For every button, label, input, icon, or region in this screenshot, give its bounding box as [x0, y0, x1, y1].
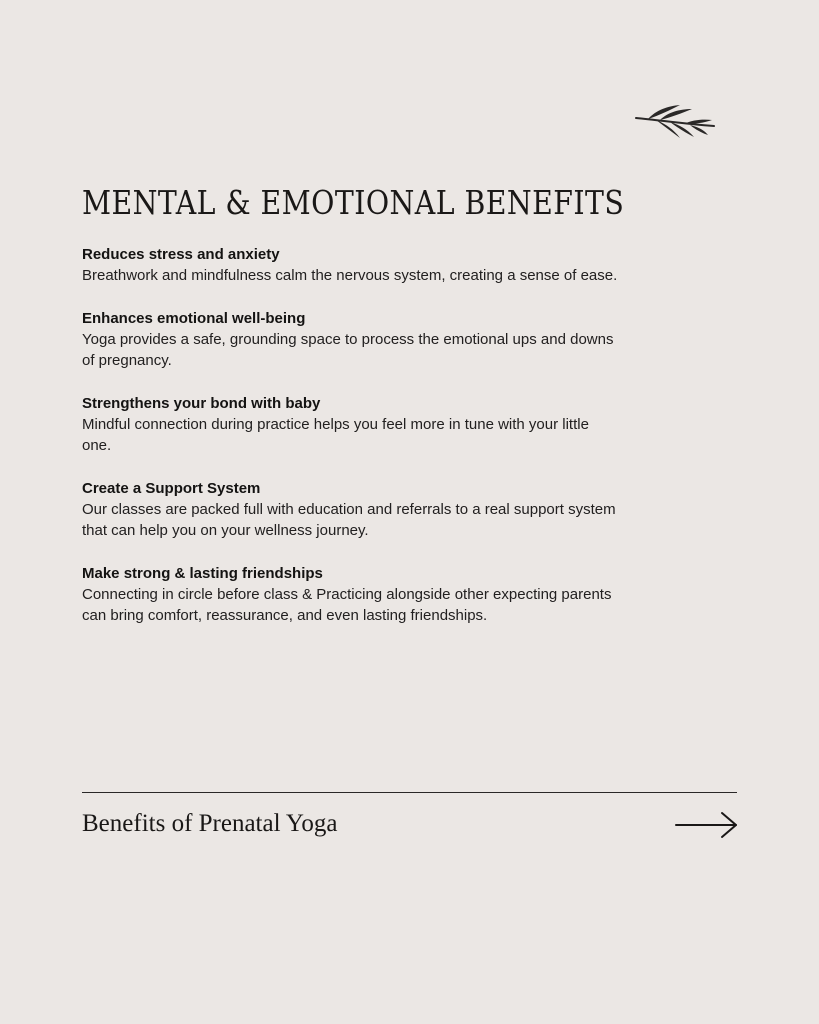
benefit-description: Yoga provides a safe, grounding space to process the emotional ups and downs of pregnancy. [82, 330, 614, 369]
benefit-title: Create a Support System [82, 479, 261, 497]
list-item [82, 308, 622, 372]
list-item [82, 478, 622, 542]
benefit-description: Connecting in circle before class & Practicing alongside other expecting parents can bring comfort, reassurance, and even lasting friendships. [82, 585, 612, 624]
leaf-branch-icon [634, 100, 718, 142]
list-item [82, 244, 622, 287]
footer-title: Benefits of Prenatal Yoga [82, 810, 338, 837]
benefit-description: Breathwork and mindfulness calm the nervous system, creating a sense of ease. [82, 267, 618, 284]
benefits-list [82, 244, 622, 648]
benefit-description: Our classes are packed full with education and referrals to a real support system that can help you on your wellness journey. [82, 500, 616, 539]
arrow-right-icon[interactable] [674, 810, 740, 840]
list-item [82, 563, 622, 627]
benefit-description: Mindful connection during practice helps you feel more in tune with your little one. [82, 415, 589, 454]
benefit-title: Reduces stress and anxiety [82, 246, 280, 263]
page-title: MENTAL & EMOTIONAL BENEFITS [82, 183, 625, 222]
benefit-title: Make strong & lasting friendships [82, 564, 323, 582]
benefit-title: Enhances emotional well-being [82, 309, 306, 327]
list-item [82, 393, 622, 457]
divider [82, 792, 737, 793]
benefit-title: Strengthens your bond with baby [82, 394, 321, 412]
